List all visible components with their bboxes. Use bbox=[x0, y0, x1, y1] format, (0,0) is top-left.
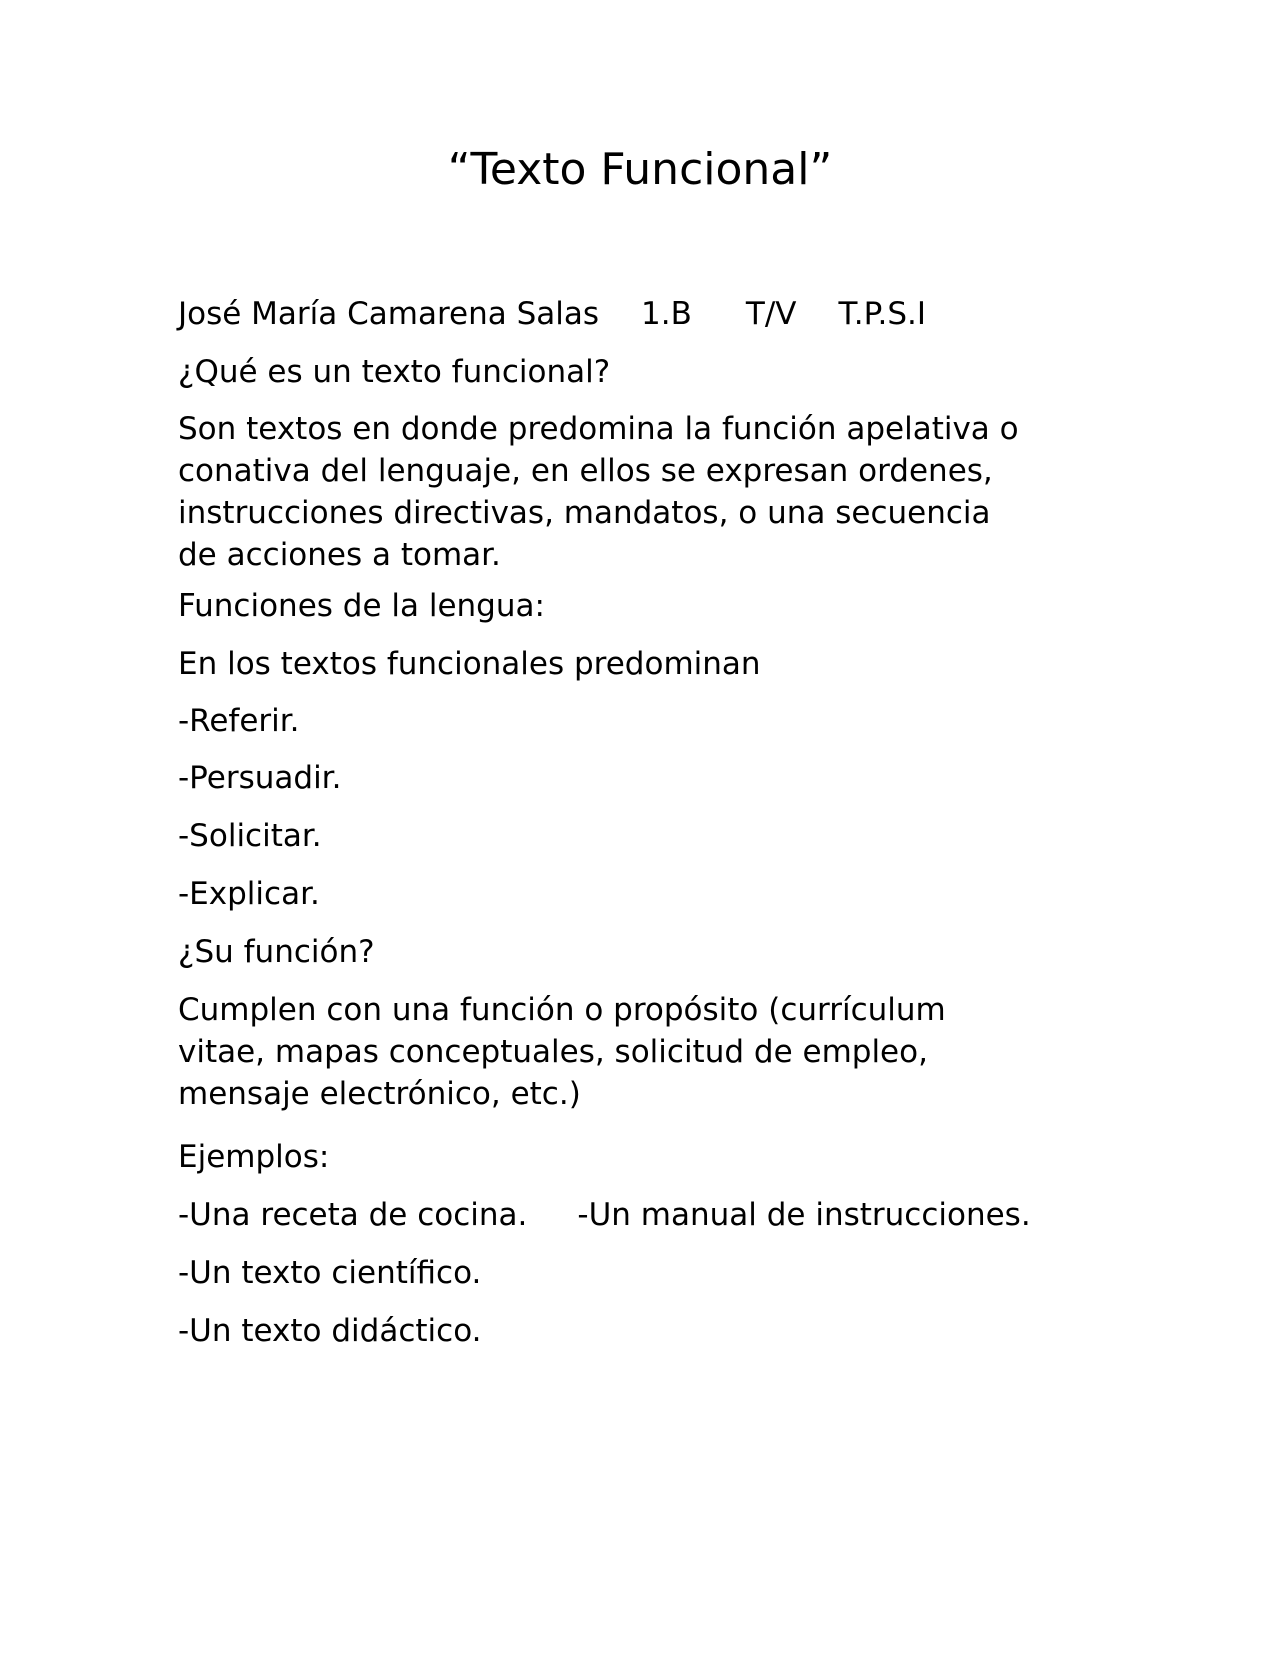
definition-paragraph bbox=[178, 408, 1098, 576]
author-shift: T/V bbox=[745, 296, 797, 332]
paragraph-line: conativa del lenguaje, en ellos se expresan ordenes, bbox=[178, 453, 993, 489]
author-line bbox=[178, 293, 1098, 335]
question-purpose: ¿Su función? bbox=[178, 934, 375, 970]
examples-heading: Ejemplos: bbox=[178, 1139, 330, 1175]
paragraph-line: de acciones a tomar. bbox=[178, 537, 501, 573]
example-item: -Un texto didáctico. bbox=[178, 1313, 482, 1349]
document-title: “Texto Funcional” bbox=[447, 144, 833, 195]
example-item: -Un texto científico. bbox=[178, 1255, 482, 1291]
function-item-explicar: -Explicar. bbox=[178, 876, 320, 912]
paragraph-line: instrucciones directivas, mandatos, o una secuencia bbox=[178, 495, 991, 531]
author-group: 1.B bbox=[641, 296, 692, 332]
author-name: José María Camarena Salas bbox=[178, 296, 600, 332]
paragraph-line: Son textos en donde predomina la función apelativa o bbox=[178, 411, 1019, 447]
functions-intro: En los textos funcionales predominan bbox=[178, 646, 761, 682]
author-course: T.P.S.I bbox=[838, 296, 927, 332]
examples-row bbox=[178, 1194, 1098, 1236]
paragraph-line: mensaje electrónico, etc.) bbox=[178, 1076, 581, 1112]
example-item: -Una receta de cocina. bbox=[178, 1197, 528, 1233]
function-item-referir: -Referir. bbox=[178, 703, 300, 739]
function-item-persuadir: -Persuadir. bbox=[178, 760, 342, 796]
example-item: -Un manual de instrucciones. bbox=[577, 1197, 1031, 1233]
paragraph-line: vitae, mapas conceptuales, solicitud de empleo, bbox=[178, 1034, 928, 1070]
function-item-solicitar: -Solicitar. bbox=[178, 818, 322, 854]
question-what-is: ¿Qué es un texto funcional? bbox=[178, 354, 611, 390]
paragraph-line: Cumplen con una función o propósito (currículum bbox=[178, 992, 946, 1028]
functions-heading: Funciones de la lengua: bbox=[178, 588, 545, 624]
purpose-paragraph bbox=[178, 989, 1098, 1115]
